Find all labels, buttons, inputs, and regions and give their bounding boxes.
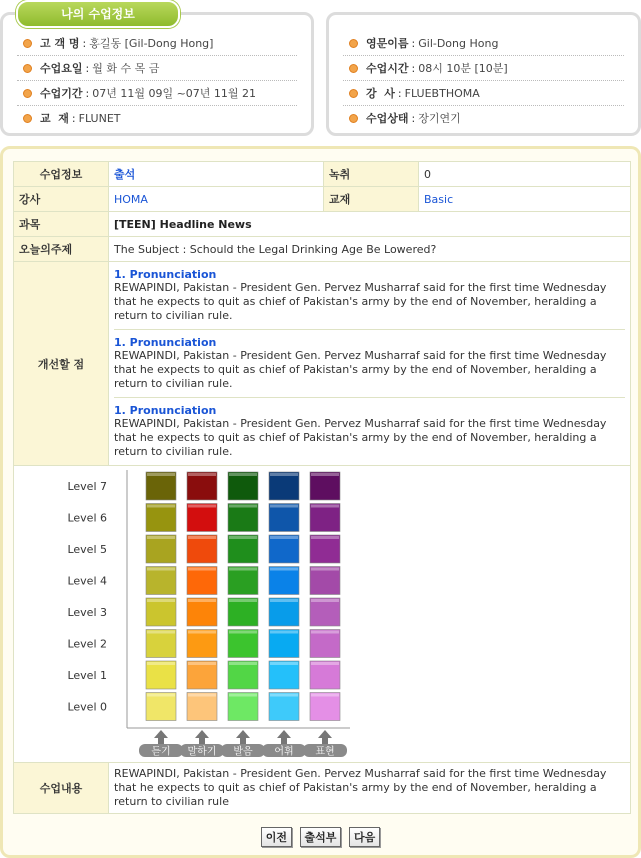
level-block — [146, 472, 176, 500]
level-block — [228, 567, 258, 595]
bullet-icon — [23, 39, 32, 48]
level-chart-svg — [14, 466, 632, 762]
category-label: 표현 — [315, 746, 335, 758]
info-label: 수업요일 — [40, 62, 83, 75]
info-value: 홍길동 [Gil-Dong Hong] — [89, 37, 214, 50]
class-detail-box — [0, 146, 641, 858]
level-block — [228, 693, 258, 721]
info-colon: : — [71, 111, 76, 125]
class-info-left-panel — [0, 12, 314, 136]
level-label: Level 7 — [67, 480, 107, 493]
level-block-highlight — [311, 505, 339, 508]
level-block-highlight — [311, 473, 339, 476]
level-block — [146, 598, 176, 626]
info-colon: : — [82, 36, 87, 50]
level-block-highlight — [147, 536, 175, 539]
info-label: 교 재 — [40, 112, 69, 125]
bullet-icon — [349, 39, 358, 48]
class-info-value: 출석 — [109, 162, 324, 187]
level-block — [187, 630, 217, 658]
info-label: 고 객 명 — [40, 37, 80, 50]
level-block-highlight — [311, 662, 339, 665]
info-label: 영문이름 — [366, 37, 409, 50]
recording-value: 0 — [419, 162, 631, 187]
button-bar — [3, 827, 638, 847]
info-colon: : — [397, 86, 402, 100]
textbook-value[interactable]: Basic — [419, 187, 631, 212]
level-block-highlight — [147, 599, 175, 602]
level-block — [187, 693, 217, 721]
bullet-icon — [23, 64, 32, 73]
bullet-icon — [349, 114, 358, 123]
level-block — [269, 504, 299, 532]
improvement-item — [114, 398, 625, 465]
attendance-button[interactable]: 출석부 — [300, 827, 342, 847]
class-info-left-list — [17, 31, 297, 130]
level-block-highlight — [270, 631, 298, 634]
level-block — [146, 661, 176, 689]
level-block — [146, 693, 176, 721]
improvement-title: 1. Pronunciation — [114, 336, 217, 349]
level-block-highlight — [270, 568, 298, 571]
level-label: Level 1 — [67, 669, 107, 682]
level-block-highlight — [229, 599, 257, 602]
improvement-list — [109, 262, 631, 466]
level-block — [269, 598, 299, 626]
level-block-highlight — [188, 662, 216, 665]
info-label: 수업시간 — [366, 62, 409, 75]
level-block-highlight — [311, 599, 339, 602]
info-row — [17, 31, 297, 56]
level-block-highlight — [311, 631, 339, 634]
level-label: Level 4 — [67, 574, 107, 588]
level-block — [310, 598, 340, 626]
level-block-highlight — [270, 694, 298, 697]
level-block-highlight — [188, 631, 216, 634]
improve-label: 개선할 점 — [14, 262, 109, 466]
level-block-highlight — [188, 536, 216, 539]
level-block — [269, 630, 299, 658]
level-block-highlight — [229, 694, 257, 697]
info-colon: : — [411, 36, 416, 50]
info-label: 수업기간 — [40, 87, 83, 100]
level-block-highlight — [229, 505, 257, 508]
teacher-label: 강사 — [14, 187, 109, 212]
improvement-item — [114, 330, 625, 398]
textbook-label: 교재 — [324, 187, 419, 212]
info-colon: : — [85, 61, 90, 75]
level-label: Level 5 — [67, 543, 107, 556]
level-block-highlight — [188, 599, 216, 602]
level-block-highlight — [229, 473, 257, 476]
class-info-label: 수업정보 — [14, 162, 109, 187]
improvement-text: REWAPINDI, Pakistan - President Gen. Pervez Musharraf said for the first time Wednesday that he expects to quit as chief of Pakistan's army by the end of November, heralding a return to civilian rule. — [114, 281, 607, 322]
level-block — [146, 504, 176, 532]
bullet-icon — [23, 114, 32, 123]
level-block-highlight — [229, 536, 257, 539]
bullet-icon — [349, 64, 358, 73]
level-block-highlight — [270, 473, 298, 476]
next-button[interactable]: 다음 — [349, 827, 380, 847]
level-block — [269, 535, 299, 563]
level-block — [146, 630, 176, 658]
level-block-highlight — [147, 631, 175, 634]
up-arrow-icon — [277, 730, 291, 745]
level-block-highlight — [311, 694, 339, 697]
bullet-icon — [23, 89, 32, 98]
level-block-highlight — [270, 599, 298, 602]
level-chart — [14, 466, 630, 762]
info-value: FLUNET — [78, 111, 121, 125]
level-block — [310, 535, 340, 563]
level-block — [187, 504, 217, 532]
teacher-value[interactable]: HOMA — [109, 187, 324, 212]
level-block-highlight — [229, 662, 257, 665]
level-block-highlight — [188, 568, 216, 571]
improvement-item — [114, 262, 625, 330]
level-block-highlight — [147, 662, 175, 665]
level-block — [187, 472, 217, 500]
info-row — [17, 81, 297, 106]
info-value: Gil-Dong Hong — [418, 36, 499, 50]
level-block — [269, 472, 299, 500]
level-block — [269, 693, 299, 721]
level-block — [187, 661, 217, 689]
up-arrow-icon — [236, 730, 250, 745]
level-block — [187, 535, 217, 563]
level-block-highlight — [270, 662, 298, 665]
category-label: 발음 — [233, 746, 253, 758]
level-block — [146, 535, 176, 563]
info-value: 08시 10분 [10분] — [418, 62, 508, 75]
level-block-highlight — [188, 505, 216, 508]
up-arrow-icon — [154, 730, 168, 745]
level-block — [187, 598, 217, 626]
up-arrow-icon — [318, 730, 332, 745]
bullet-icon — [349, 89, 358, 98]
level-chart-cell — [14, 466, 631, 763]
level-block — [310, 661, 340, 689]
info-row — [17, 56, 297, 81]
improvement-text: REWAPINDI, Pakistan - President Gen. Pervez Musharraf said for the first time Wednesday that he expects to quit as chief of Pakistan's army by the end of November, heralding a return to civilian rule. — [114, 417, 607, 458]
category-label: 말하기 — [187, 746, 217, 758]
level-block — [228, 630, 258, 658]
level-block — [228, 598, 258, 626]
level-block — [310, 567, 340, 595]
info-row — [343, 56, 624, 81]
info-value: 07년 11월 09일 ~07년 11월 21 — [92, 87, 257, 100]
level-block — [228, 472, 258, 500]
info-row — [17, 106, 297, 130]
improvement-title: 1. Pronunciation — [114, 268, 217, 281]
class-detail-table — [13, 161, 631, 814]
level-block-highlight — [229, 568, 257, 571]
info-label: 수업상태 — [366, 112, 409, 125]
level-block — [228, 504, 258, 532]
subject-label: 과목 — [14, 212, 109, 237]
my-class-info-tab: 나의 수업정보 — [16, 0, 180, 28]
level-block — [310, 472, 340, 500]
level-block-highlight — [270, 505, 298, 508]
level-block-highlight — [147, 568, 175, 571]
improvement-text: REWAPINDI, Pakistan - President Gen. Pervez Musharraf said for the first time Wednesday that he expects to quit as chief of Pakistan's army by the end of November, heralding a return to civilian rule. — [114, 349, 607, 390]
level-label: Level 2 — [67, 637, 107, 651]
level-block-highlight — [147, 505, 175, 508]
info-colon: : — [411, 111, 416, 125]
level-block — [310, 504, 340, 532]
level-block — [269, 661, 299, 689]
level-block-highlight — [188, 473, 216, 476]
info-value: FLUEBTHOMA — [404, 86, 480, 100]
category-label: 듣기 — [151, 746, 171, 758]
info-row — [343, 31, 624, 56]
class-info-right-list — [343, 31, 624, 130]
level-block-highlight — [188, 694, 216, 697]
info-value: 장기연기 — [418, 112, 461, 125]
topic-label: 오늘의주제 — [14, 237, 109, 262]
level-block-highlight — [311, 536, 339, 539]
level-block — [228, 661, 258, 689]
info-value: 월 화 수 목 금 — [92, 62, 160, 75]
improvement-title: 1. Pronunciation — [114, 404, 217, 417]
level-block — [146, 567, 176, 595]
info-colon: : — [85, 86, 90, 100]
level-label: Level 3 — [67, 606, 107, 619]
info-label: 강 사 — [366, 87, 395, 100]
level-block-highlight — [147, 694, 175, 697]
topic-value: The Subject : Schould the Legal Drinking Age Be Lowered? — [109, 237, 631, 262]
level-label: Level 6 — [67, 511, 107, 525]
level-block-highlight — [311, 568, 339, 571]
content-value: REWAPINDI, Pakistan - President Gen. Pervez Musharraf said for the first time Wednesday that he expects to quit as chief of Pakistan's army by the end of November, heralding a return to civilian rule — [109, 763, 631, 814]
class-info-right-panel — [326, 12, 641, 136]
info-colon: : — [411, 61, 416, 75]
info-row — [343, 106, 624, 130]
level-block — [269, 567, 299, 595]
level-block-highlight — [270, 536, 298, 539]
prev-button[interactable]: 이전 — [261, 827, 292, 847]
category-label: 어휘 — [274, 746, 294, 758]
recording-label: 녹취 — [324, 162, 419, 187]
level-block-highlight — [229, 631, 257, 634]
level-block — [310, 630, 340, 658]
info-row — [343, 81, 624, 106]
subject-value: [TEEN] Headline News — [109, 212, 631, 237]
level-block — [187, 567, 217, 595]
level-block — [310, 693, 340, 721]
level-block — [228, 535, 258, 563]
level-label: Level 0 — [67, 700, 107, 714]
up-arrow-icon — [195, 730, 209, 745]
content-label: 수업내용 — [14, 763, 109, 814]
level-block-highlight — [147, 473, 175, 476]
